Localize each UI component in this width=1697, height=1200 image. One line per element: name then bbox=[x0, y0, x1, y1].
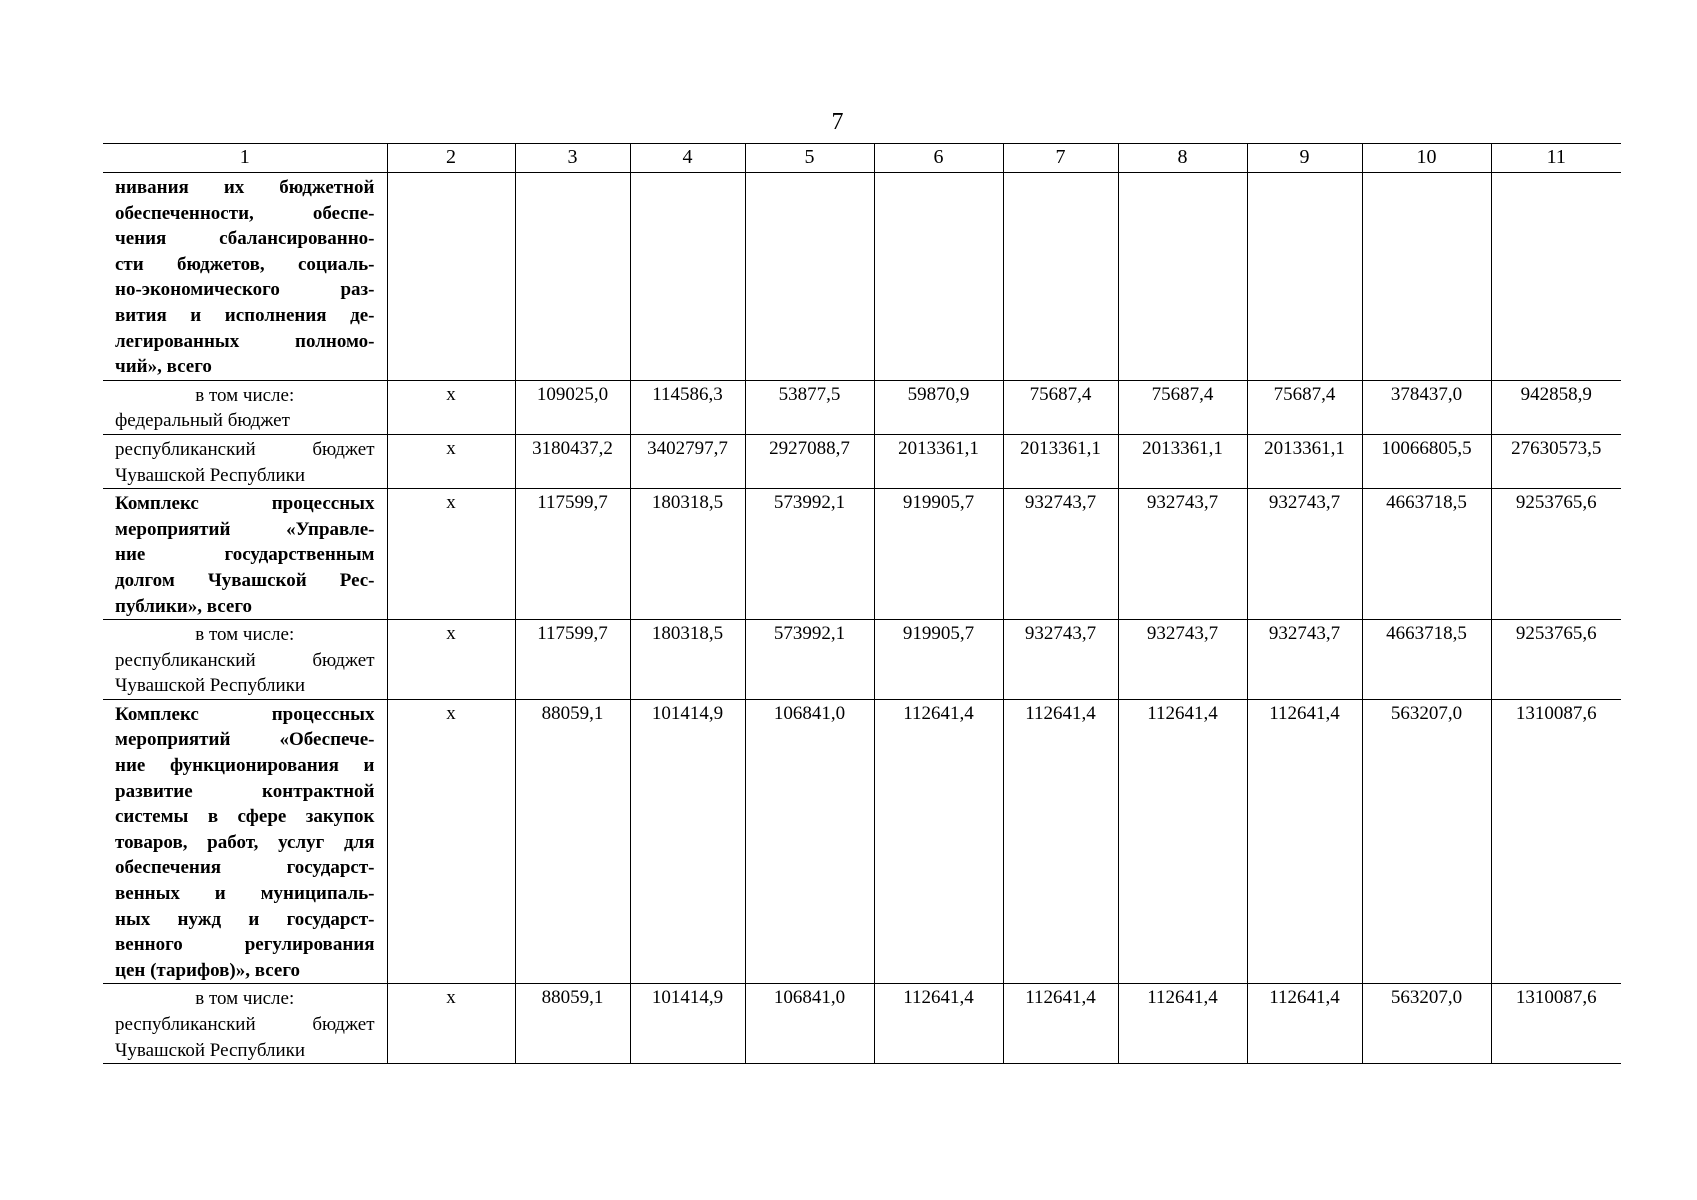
value-cell: 117599,7 bbox=[515, 620, 630, 700]
value-cell: 112641,4 bbox=[1003, 984, 1118, 1064]
description-line: в том числе: bbox=[195, 988, 295, 1010]
value-cell bbox=[630, 173, 745, 381]
description-line: публики», всего bbox=[115, 595, 252, 617]
description-line: нивания их бюджетной bbox=[115, 177, 375, 198]
value-cell: 114586,3 bbox=[630, 380, 745, 434]
table-row bbox=[103, 173, 1621, 381]
description-line: федеральный бюджет bbox=[115, 410, 290, 432]
value-cell: 88059,1 bbox=[515, 699, 630, 984]
value-cell: 75687,4 bbox=[1247, 380, 1362, 434]
description-line: мероприятий «Управле- bbox=[115, 518, 375, 540]
description-line: Чувашской Республики bbox=[115, 464, 306, 486]
value-cell: 101414,9 bbox=[630, 984, 745, 1064]
description-line: республиканский бюджет bbox=[115, 649, 375, 671]
value-cell: 932743,7 bbox=[1247, 620, 1362, 700]
description-line: обеспеченности, обеспе- bbox=[115, 202, 375, 224]
value-cell: 9253765,6 bbox=[1491, 620, 1621, 700]
column-header: 7 bbox=[1003, 144, 1118, 173]
value-cell: 1310087,6 bbox=[1491, 699, 1621, 984]
value-cell bbox=[1491, 173, 1621, 381]
value-cell: 59870,9 bbox=[874, 380, 1003, 434]
description-line: республиканский бюджет bbox=[115, 1014, 375, 1035]
value-cell: 180318,5 bbox=[630, 489, 745, 620]
description-line: Комплекс процессных bbox=[115, 703, 375, 725]
value-cell: 75687,4 bbox=[1118, 380, 1247, 434]
column-header: 2 bbox=[387, 144, 515, 173]
column-header: 1 bbox=[103, 144, 387, 173]
value-cell: 75687,4 bbox=[1003, 380, 1118, 434]
table-row bbox=[103, 489, 1621, 620]
table-row bbox=[103, 699, 1621, 984]
value-cell: 88059,1 bbox=[515, 984, 630, 1064]
value-cell: 101414,9 bbox=[630, 699, 745, 984]
value-cell: 9253765,6 bbox=[1491, 489, 1621, 620]
column-header: 8 bbox=[1118, 144, 1247, 173]
value-cell: 932743,7 bbox=[1003, 489, 1118, 620]
description-line: обеспечения государст- bbox=[115, 857, 375, 879]
description-line: Чувашской Республики bbox=[115, 1039, 306, 1061]
row-code: x bbox=[387, 434, 515, 488]
value-cell bbox=[1362, 173, 1491, 381]
value-cell: 932743,7 bbox=[1003, 620, 1118, 700]
page-number: 7 bbox=[831, 109, 844, 135]
value-cell bbox=[1118, 173, 1247, 381]
value-cell: 573992,1 bbox=[745, 489, 874, 620]
description-line: Комплекс процессных bbox=[115, 493, 375, 515]
row-description bbox=[103, 699, 387, 984]
description-line: вития и исполнения де- bbox=[115, 304, 375, 326]
description-line: в том числе: bbox=[195, 384, 295, 406]
value-cell: 112641,4 bbox=[1247, 699, 1362, 984]
description-line: развитие контрактной bbox=[115, 780, 375, 802]
value-cell bbox=[1003, 173, 1118, 381]
value-cell: 112641,4 bbox=[1118, 984, 1247, 1064]
description-line: венных и муниципаль- bbox=[115, 883, 375, 905]
value-cell: 3180437,2 bbox=[515, 434, 630, 488]
value-cell: 4663718,5 bbox=[1362, 489, 1491, 620]
description-line: республиканский бюджет bbox=[115, 438, 375, 460]
table-row bbox=[103, 380, 1621, 434]
row-description bbox=[103, 489, 387, 620]
value-cell: 932743,7 bbox=[1118, 620, 1247, 700]
value-cell: 563207,0 bbox=[1362, 984, 1491, 1064]
description-line: сти бюджетов, социаль- bbox=[115, 253, 375, 275]
row-description bbox=[103, 380, 387, 434]
value-cell: 4663718,5 bbox=[1362, 620, 1491, 700]
description-line: ных нужд и государст- bbox=[115, 908, 375, 930]
value-cell: 2013361,1 bbox=[1247, 434, 1362, 488]
column-header: 10 bbox=[1362, 144, 1491, 173]
column-header: 3 bbox=[515, 144, 630, 173]
value-cell: 112641,4 bbox=[1118, 699, 1247, 984]
description-line: системы в сфере закупок bbox=[115, 806, 375, 828]
value-cell: 180318,5 bbox=[630, 620, 745, 700]
description-line: Чувашской Республики bbox=[115, 675, 306, 697]
table-row bbox=[103, 434, 1621, 488]
value-cell: 2927088,7 bbox=[745, 434, 874, 488]
description-line: в том числе: bbox=[195, 624, 295, 646]
value-cell: 109025,0 bbox=[515, 380, 630, 434]
row-code bbox=[387, 173, 515, 381]
description-line: чий», всего bbox=[115, 356, 212, 378]
value-cell: 117599,7 bbox=[515, 489, 630, 620]
value-cell: 919905,7 bbox=[874, 620, 1003, 700]
row-description bbox=[103, 173, 387, 381]
table-row bbox=[103, 620, 1621, 700]
description-line: долгом Чувашской Рес- bbox=[115, 569, 375, 591]
value-cell: 563207,0 bbox=[1362, 699, 1491, 984]
value-cell: 112641,4 bbox=[1003, 699, 1118, 984]
value-cell: 2013361,1 bbox=[874, 434, 1003, 488]
table-row bbox=[103, 984, 1621, 1064]
row-description bbox=[103, 434, 387, 488]
column-header: 9 bbox=[1247, 144, 1362, 173]
value-cell: 2013361,1 bbox=[1003, 434, 1118, 488]
description-line: цен (тарифов)», всего bbox=[115, 959, 300, 981]
row-code: x bbox=[387, 984, 515, 1064]
description-line: чения сбалансированно- bbox=[115, 228, 375, 250]
description-line: товаров, работ, услуг для bbox=[115, 831, 375, 853]
row-code: x bbox=[387, 380, 515, 434]
description-line: легированных полномо- bbox=[115, 330, 375, 352]
value-cell: 919905,7 bbox=[874, 489, 1003, 620]
column-header: 4 bbox=[630, 144, 745, 173]
column-header: 11 bbox=[1491, 144, 1621, 173]
value-cell bbox=[745, 173, 874, 381]
row-code: x bbox=[387, 489, 515, 620]
value-cell: 27630573,5 bbox=[1491, 434, 1621, 488]
description-line: ние государственным bbox=[115, 544, 375, 566]
value-cell: 3402797,7 bbox=[630, 434, 745, 488]
value-cell: 112641,4 bbox=[1247, 984, 1362, 1064]
value-cell: 378437,0 bbox=[1362, 380, 1491, 434]
row-description bbox=[103, 984, 387, 1064]
value-cell: 2013361,1 bbox=[1118, 434, 1247, 488]
description-line: венного регулирования bbox=[115, 934, 375, 956]
column-header: 6 bbox=[874, 144, 1003, 173]
value-cell: 1310087,6 bbox=[1491, 984, 1621, 1064]
value-cell: 932743,7 bbox=[1118, 489, 1247, 620]
value-cell: 106841,0 bbox=[745, 699, 874, 984]
row-description bbox=[103, 620, 387, 700]
value-cell bbox=[1247, 173, 1362, 381]
description-line: ние функционирования и bbox=[115, 755, 375, 777]
value-cell bbox=[874, 173, 1003, 381]
value-cell: 53877,5 bbox=[745, 380, 874, 434]
value-cell: 112641,4 bbox=[874, 984, 1003, 1064]
header-row bbox=[103, 144, 1621, 173]
value-cell: 112641,4 bbox=[874, 699, 1003, 984]
row-code: x bbox=[387, 699, 515, 984]
column-header: 5 bbox=[745, 144, 874, 173]
budget-table bbox=[103, 143, 1621, 1064]
value-cell: 10066805,5 bbox=[1362, 434, 1491, 488]
value-cell bbox=[515, 173, 630, 381]
description-line: мероприятий «Обеспече- bbox=[115, 729, 375, 751]
description-line: но-экономического раз- bbox=[115, 279, 375, 301]
value-cell: 573992,1 bbox=[745, 620, 874, 700]
value-cell: 106841,0 bbox=[745, 984, 874, 1064]
value-cell: 932743,7 bbox=[1247, 489, 1362, 620]
row-code: x bbox=[387, 620, 515, 700]
value-cell: 942858,9 bbox=[1491, 380, 1621, 434]
